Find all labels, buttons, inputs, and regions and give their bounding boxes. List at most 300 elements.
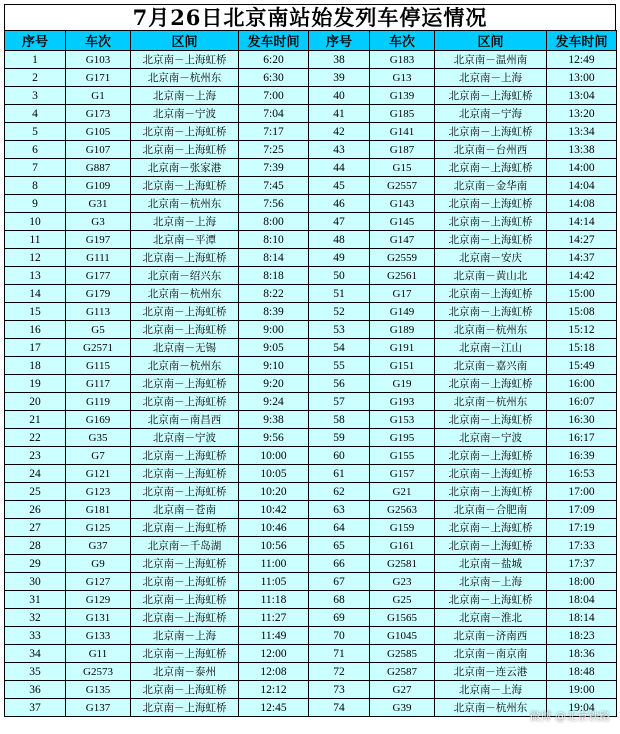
- cell-time-right: 14:00: [547, 159, 617, 177]
- cell-index-left: 22: [5, 429, 66, 447]
- cell-time-left: 12:08: [239, 663, 309, 681]
- cell-route-right: 北京南－上海虹桥: [435, 537, 547, 555]
- cell-route-right: 北京南－黄山北: [435, 267, 547, 285]
- cell-route-left: 北京南－上海虹桥: [131, 645, 239, 663]
- cell-route-right: 北京南－金华南: [435, 177, 547, 195]
- cell-index-right: 43: [309, 141, 370, 159]
- cell-route-left: 北京南－张家港: [131, 159, 239, 177]
- cell-time-right: 15:12: [547, 321, 617, 339]
- cell-route-left: 北京南－上海虹桥: [131, 681, 239, 699]
- cell-train-right: G183: [370, 51, 435, 69]
- cell-train-right: G161: [370, 537, 435, 555]
- cell-time-left: 9:10: [239, 357, 309, 375]
- table-row: [5, 267, 617, 285]
- cell-train-left: G105: [66, 123, 131, 141]
- cell-time-right: 17:09: [547, 501, 617, 519]
- cell-route-left: 北京南－上海虹桥: [131, 609, 239, 627]
- cell-train-left: G181: [66, 501, 131, 519]
- cell-index-right: 53: [309, 321, 370, 339]
- cell-route-right: 北京南－安庆: [435, 249, 547, 267]
- cell-time-left: 11:05: [239, 573, 309, 591]
- table-title: 7月26日北京南站始发列车停运情况: [4, 4, 616, 30]
- cell-train-left: G135: [66, 681, 131, 699]
- table-row: [5, 483, 617, 501]
- cell-index-left: 25: [5, 483, 66, 501]
- cell-route-right: 北京南－南京南: [435, 645, 547, 663]
- table-row: [5, 69, 617, 87]
- cell-time-left: 9:05: [239, 339, 309, 357]
- cell-route-left: 北京南－上海虹桥: [131, 573, 239, 591]
- cell-index-left: 13: [5, 267, 66, 285]
- cell-time-left: 7:25: [239, 141, 309, 159]
- cell-route-left: 北京南－上海虹桥: [131, 699, 239, 717]
- cell-index-right: 38: [309, 51, 370, 69]
- cell-index-right: 73: [309, 681, 370, 699]
- cell-time-left: 10:56: [239, 537, 309, 555]
- cell-index-right: 74: [309, 699, 370, 717]
- cell-index-right: 72: [309, 663, 370, 681]
- cell-index-left: 10: [5, 213, 66, 231]
- table-row: [5, 609, 617, 627]
- cell-time-right: 19:04: [547, 699, 617, 717]
- cell-time-right: 13:34: [547, 123, 617, 141]
- cell-time-right: 13:04: [547, 87, 617, 105]
- cell-route-right: 北京南－连云港: [435, 663, 547, 681]
- cell-time-left: 7:04: [239, 105, 309, 123]
- cell-time-right: 18:04: [547, 591, 617, 609]
- cell-route-right: 北京南－淮北: [435, 609, 547, 627]
- cell-train-left: G115: [66, 357, 131, 375]
- cell-route-left: 北京南－宁波: [131, 429, 239, 447]
- table-row: [5, 555, 617, 573]
- cell-train-left: G103: [66, 51, 131, 69]
- cell-time-right: 17:00: [547, 483, 617, 501]
- col-header-index-right: 序号: [309, 31, 370, 51]
- cell-route-right: 北京南－上海虹桥: [435, 591, 547, 609]
- schedule-sheet: [4, 4, 616, 732]
- cell-time-right: 14:37: [547, 249, 617, 267]
- cell-index-left: 15: [5, 303, 66, 321]
- table-row: [5, 375, 617, 393]
- cell-index-right: 70: [309, 627, 370, 645]
- cell-train-left: G137: [66, 699, 131, 717]
- cell-time-left: 12:12: [239, 681, 309, 699]
- cell-route-right: 北京南－江山: [435, 339, 547, 357]
- cell-train-right: G143: [370, 195, 435, 213]
- cell-time-right: 18:14: [547, 609, 617, 627]
- cell-time-right: 14:42: [547, 267, 617, 285]
- cell-time-right: 18:48: [547, 663, 617, 681]
- table-row: [5, 105, 617, 123]
- cell-index-left: 2: [5, 69, 66, 87]
- cell-index-left: 34: [5, 645, 66, 663]
- cell-index-right: 49: [309, 249, 370, 267]
- cell-time-right: 17:19: [547, 519, 617, 537]
- cell-route-left: 北京南－上海虹桥: [131, 555, 239, 573]
- cell-index-right: 46: [309, 195, 370, 213]
- cell-train-left: G11: [66, 645, 131, 663]
- cell-train-left: G121: [66, 465, 131, 483]
- cell-index-right: 60: [309, 447, 370, 465]
- table-row: [5, 123, 617, 141]
- cell-index-right: 59: [309, 429, 370, 447]
- cell-train-right: G17: [370, 285, 435, 303]
- cell-route-right: 北京南－合肥南: [435, 501, 547, 519]
- cell-train-right: G189: [370, 321, 435, 339]
- cell-index-left: 20: [5, 393, 66, 411]
- cell-index-right: 62: [309, 483, 370, 501]
- cell-route-right: 北京南－上海虹桥: [435, 87, 547, 105]
- cell-route-right: 北京南－上海: [435, 69, 547, 87]
- table-row: [5, 501, 617, 519]
- cell-train-right: G23: [370, 573, 435, 591]
- cell-route-left: 北京南－上海虹桥: [131, 447, 239, 465]
- cell-index-left: 21: [5, 411, 66, 429]
- cell-train-right: G13: [370, 69, 435, 87]
- cell-train-left: G119: [66, 393, 131, 411]
- cell-route-right: 北京南－上海虹桥: [435, 213, 547, 231]
- table-row: [5, 645, 617, 663]
- cell-train-right: G15: [370, 159, 435, 177]
- cell-route-left: 北京南－平潭: [131, 231, 239, 249]
- cell-train-right: G153: [370, 411, 435, 429]
- cell-index-left: 5: [5, 123, 66, 141]
- cell-index-left: 30: [5, 573, 66, 591]
- cell-index-right: 58: [309, 411, 370, 429]
- cell-index-right: 57: [309, 393, 370, 411]
- cell-train-left: G173: [66, 105, 131, 123]
- cell-route-left: 北京南－上海虹桥: [131, 177, 239, 195]
- cell-index-left: 12: [5, 249, 66, 267]
- cell-route-left: 北京南－杭州东: [131, 285, 239, 303]
- cell-train-right: G147: [370, 231, 435, 249]
- cell-route-right: 北京南－上海虹桥: [435, 159, 547, 177]
- cell-train-right: G2587: [370, 663, 435, 681]
- cell-route-left: 北京南－上海虹桥: [131, 483, 239, 501]
- cell-index-left: 23: [5, 447, 66, 465]
- cell-train-right: G155: [370, 447, 435, 465]
- cell-index-left: 17: [5, 339, 66, 357]
- cell-time-left: 8:39: [239, 303, 309, 321]
- cell-train-right: G139: [370, 87, 435, 105]
- table-row: [5, 411, 617, 429]
- cell-time-left: 7:17: [239, 123, 309, 141]
- cell-index-left: 33: [5, 627, 66, 645]
- table-row: [5, 339, 617, 357]
- cell-index-right: 55: [309, 357, 370, 375]
- cell-time-left: 9:24: [239, 393, 309, 411]
- cell-train-right: G25: [370, 591, 435, 609]
- cell-index-right: 47: [309, 213, 370, 231]
- cell-time-right: 17:33: [547, 537, 617, 555]
- table-row: [5, 591, 617, 609]
- cell-time-left: 7:56: [239, 195, 309, 213]
- cell-index-left: 14: [5, 285, 66, 303]
- table-row: [5, 465, 617, 483]
- cell-train-left: G1: [66, 87, 131, 105]
- cell-route-left: 北京南－泰州: [131, 663, 239, 681]
- cell-time-left: 8:14: [239, 249, 309, 267]
- cell-route-left: 北京南－苍南: [131, 501, 239, 519]
- col-header-time-right: 发车时间: [547, 31, 617, 51]
- cell-time-left: 12:00: [239, 645, 309, 663]
- cell-train-right: G159: [370, 519, 435, 537]
- cell-index-left: 8: [5, 177, 66, 195]
- table-row: [5, 177, 617, 195]
- table-row: [5, 573, 617, 591]
- cell-route-left: 北京南－上海虹桥: [131, 51, 239, 69]
- cell-index-right: 66: [309, 555, 370, 573]
- cell-route-right: 北京南－盐城: [435, 555, 547, 573]
- cell-train-left: G131: [66, 609, 131, 627]
- cell-train-left: G9: [66, 555, 131, 573]
- cell-index-left: 9: [5, 195, 66, 213]
- col-header-index-left: 序号: [5, 31, 66, 51]
- cell-route-left: 北京南－无锡: [131, 339, 239, 357]
- table-row: [5, 393, 617, 411]
- cell-train-right: G187: [370, 141, 435, 159]
- cell-time-left: 11:18: [239, 591, 309, 609]
- table-row: [5, 195, 617, 213]
- cell-train-left: G7: [66, 447, 131, 465]
- cell-route-right: 北京南－上海虹桥: [435, 231, 547, 249]
- cell-index-right: 48: [309, 231, 370, 249]
- cell-train-left: G31: [66, 195, 131, 213]
- table-row: [5, 303, 617, 321]
- watermark: 微博 @北京铁路: [529, 710, 610, 723]
- cell-time-right: 13:38: [547, 141, 617, 159]
- cell-time-right: 12:49: [547, 51, 617, 69]
- cell-route-left: 北京南－上海虹桥: [131, 393, 239, 411]
- cell-route-left: 北京南－千岛湖: [131, 537, 239, 555]
- cell-train-right: G21: [370, 483, 435, 501]
- cell-time-left: 12:45: [239, 699, 309, 717]
- cell-route-left: 北京南－南昌西: [131, 411, 239, 429]
- cell-train-left: G2571: [66, 339, 131, 357]
- cell-train-right: G151: [370, 357, 435, 375]
- cell-train-left: G107: [66, 141, 131, 159]
- cell-time-left: 7:45: [239, 177, 309, 195]
- table-row: [5, 537, 617, 555]
- cell-route-left: 北京南－杭州东: [131, 357, 239, 375]
- cell-time-right: 14:08: [547, 195, 617, 213]
- cell-time-left: 8:00: [239, 213, 309, 231]
- cell-train-left: G3: [66, 213, 131, 231]
- cell-time-right: 15:08: [547, 303, 617, 321]
- cell-index-left: 7: [5, 159, 66, 177]
- cell-train-right: G1565: [370, 609, 435, 627]
- cell-time-left: 6:20: [239, 51, 309, 69]
- cell-time-right: 18:00: [547, 573, 617, 591]
- cell-route-right: 北京南－温州南: [435, 51, 547, 69]
- cell-time-left: 10:20: [239, 483, 309, 501]
- col-header-time-left: 发车时间: [239, 31, 309, 51]
- cell-time-right: 19:00: [547, 681, 617, 699]
- table-row: [5, 231, 617, 249]
- cell-route-left: 北京南－上海虹桥: [131, 141, 239, 159]
- cell-route-right: 北京南－上海虹桥: [435, 375, 547, 393]
- cell-index-left: 26: [5, 501, 66, 519]
- cell-index-right: 67: [309, 573, 370, 591]
- cell-train-right: G1045: [370, 627, 435, 645]
- cell-index-left: 18: [5, 357, 66, 375]
- col-header-train-left: 车次: [66, 31, 131, 51]
- cell-time-left: 6:30: [239, 69, 309, 87]
- cell-route-right: 北京南－上海: [435, 681, 547, 699]
- cell-index-left: 6: [5, 141, 66, 159]
- cell-index-left: 36: [5, 681, 66, 699]
- cell-time-left: 11:00: [239, 555, 309, 573]
- cell-route-left: 北京南－杭州东: [131, 195, 239, 213]
- table-row: [5, 447, 617, 465]
- cell-route-right: 北京南－上海虹桥: [435, 411, 547, 429]
- cell-time-left: 7:00: [239, 87, 309, 105]
- cell-index-left: 16: [5, 321, 66, 339]
- cell-train-right: G2557: [370, 177, 435, 195]
- cell-time-right: 15:00: [547, 285, 617, 303]
- cell-time-left: 9:20: [239, 375, 309, 393]
- cell-time-right: 16:30: [547, 411, 617, 429]
- cell-train-left: G177: [66, 267, 131, 285]
- cell-time-left: 8:10: [239, 231, 309, 249]
- table-row: [5, 663, 617, 681]
- cell-train-left: G179: [66, 285, 131, 303]
- table-row: [5, 285, 617, 303]
- col-header-train-right: 车次: [370, 31, 435, 51]
- cell-time-left: 10:42: [239, 501, 309, 519]
- cell-train-right: G195: [370, 429, 435, 447]
- cell-time-right: 15:18: [547, 339, 617, 357]
- cell-train-left: G111: [66, 249, 131, 267]
- cell-train-right: G39: [370, 699, 435, 717]
- cell-time-left: 8:22: [239, 285, 309, 303]
- cell-route-right: 北京南－杭州东: [435, 321, 547, 339]
- cell-time-left: 10:46: [239, 519, 309, 537]
- cell-route-right: 北京南－上海虹桥: [435, 303, 547, 321]
- cell-time-right: 16:53: [547, 465, 617, 483]
- cell-route-right: 北京南－上海虹桥: [435, 447, 547, 465]
- cell-route-right: 北京南－济南西: [435, 627, 547, 645]
- cell-index-left: 37: [5, 699, 66, 717]
- cell-index-right: 63: [309, 501, 370, 519]
- cell-index-left: 24: [5, 465, 66, 483]
- cell-route-right: 北京南－台州西: [435, 141, 547, 159]
- cell-train-left: G197: [66, 231, 131, 249]
- cell-time-left: 9:56: [239, 429, 309, 447]
- table-row: [5, 321, 617, 339]
- cell-index-right: 45: [309, 177, 370, 195]
- cell-time-left: 8:18: [239, 267, 309, 285]
- header-row: [5, 31, 617, 51]
- cell-index-right: 69: [309, 609, 370, 627]
- cell-index-right: 40: [309, 87, 370, 105]
- cell-train-left: G129: [66, 591, 131, 609]
- table-row: [5, 159, 617, 177]
- table-row: [5, 429, 617, 447]
- cell-train-left: G171: [66, 69, 131, 87]
- cell-index-right: 51: [309, 285, 370, 303]
- cell-index-left: 31: [5, 591, 66, 609]
- cell-route-left: 北京南－上海虹桥: [131, 375, 239, 393]
- cell-index-right: 68: [309, 591, 370, 609]
- cell-time-right: 13:00: [547, 69, 617, 87]
- cell-time-right: 15:49: [547, 357, 617, 375]
- cell-index-left: 1: [5, 51, 66, 69]
- cell-time-right: 16:00: [547, 375, 617, 393]
- table-row: [5, 213, 617, 231]
- cell-train-left: G117: [66, 375, 131, 393]
- table-row: [5, 87, 617, 105]
- table-row: [5, 681, 617, 699]
- cell-time-left: 10:05: [239, 465, 309, 483]
- table-row: [5, 51, 617, 69]
- cell-time-right: 16:07: [547, 393, 617, 411]
- cell-index-left: 19: [5, 375, 66, 393]
- cell-route-left: 北京南－上海虹桥: [131, 519, 239, 537]
- cell-index-left: 3: [5, 87, 66, 105]
- cell-route-right: 北京南－杭州东: [435, 699, 547, 717]
- cell-route-right: 北京南－上海虹桥: [435, 195, 547, 213]
- cell-time-right: 16:39: [547, 447, 617, 465]
- cell-train-right: G185: [370, 105, 435, 123]
- cell-index-left: 28: [5, 537, 66, 555]
- cell-train-left: G887: [66, 159, 131, 177]
- cell-time-right: 18:23: [547, 627, 617, 645]
- suspended-trains-table: [4, 30, 617, 717]
- cell-route-left: 北京南－上海虹桥: [131, 591, 239, 609]
- cell-route-right: 北京南－杭州东: [435, 393, 547, 411]
- cell-time-right: 14:14: [547, 213, 617, 231]
- cell-time-left: 11:27: [239, 609, 309, 627]
- cell-train-right: G19: [370, 375, 435, 393]
- cell-train-right: G2561: [370, 267, 435, 285]
- cell-route-left: 北京南－上海: [131, 213, 239, 231]
- cell-index-right: 61: [309, 465, 370, 483]
- cell-route-right: 北京南－上海: [435, 573, 547, 591]
- cell-train-left: G109: [66, 177, 131, 195]
- cell-time-right: 13:20: [547, 105, 617, 123]
- cell-route-right: 北京南－宁海: [435, 105, 547, 123]
- cell-route-right: 北京南－宁波: [435, 429, 547, 447]
- cell-index-left: 29: [5, 555, 66, 573]
- cell-route-left: 北京南－上海虹桥: [131, 465, 239, 483]
- cell-train-right: G141: [370, 123, 435, 141]
- cell-train-right: G2581: [370, 555, 435, 573]
- cell-time-right: 17:37: [547, 555, 617, 573]
- cell-route-left: 北京南－杭州东: [131, 69, 239, 87]
- cell-train-left: G169: [66, 411, 131, 429]
- cell-train-left: G5: [66, 321, 131, 339]
- cell-route-right: 北京南－上海虹桥: [435, 285, 547, 303]
- cell-route-left: 北京南－上海: [131, 627, 239, 645]
- cell-route-right: 北京南－上海虹桥: [435, 483, 547, 501]
- cell-index-right: 64: [309, 519, 370, 537]
- cell-route-left: 北京南－上海虹桥: [131, 321, 239, 339]
- cell-route-left: 北京南－绍兴东: [131, 267, 239, 285]
- cell-time-right: 16:17: [547, 429, 617, 447]
- cell-index-left: 27: [5, 519, 66, 537]
- table-row: [5, 519, 617, 537]
- cell-index-left: 32: [5, 609, 66, 627]
- cell-index-right: 56: [309, 375, 370, 393]
- cell-train-right: G145: [370, 213, 435, 231]
- col-header-route-left: 区间: [131, 31, 239, 51]
- table-row: [5, 357, 617, 375]
- cell-train-left: G133: [66, 627, 131, 645]
- table-row: [5, 627, 617, 645]
- table-row: [5, 699, 617, 717]
- cell-route-right: 北京南－上海虹桥: [435, 519, 547, 537]
